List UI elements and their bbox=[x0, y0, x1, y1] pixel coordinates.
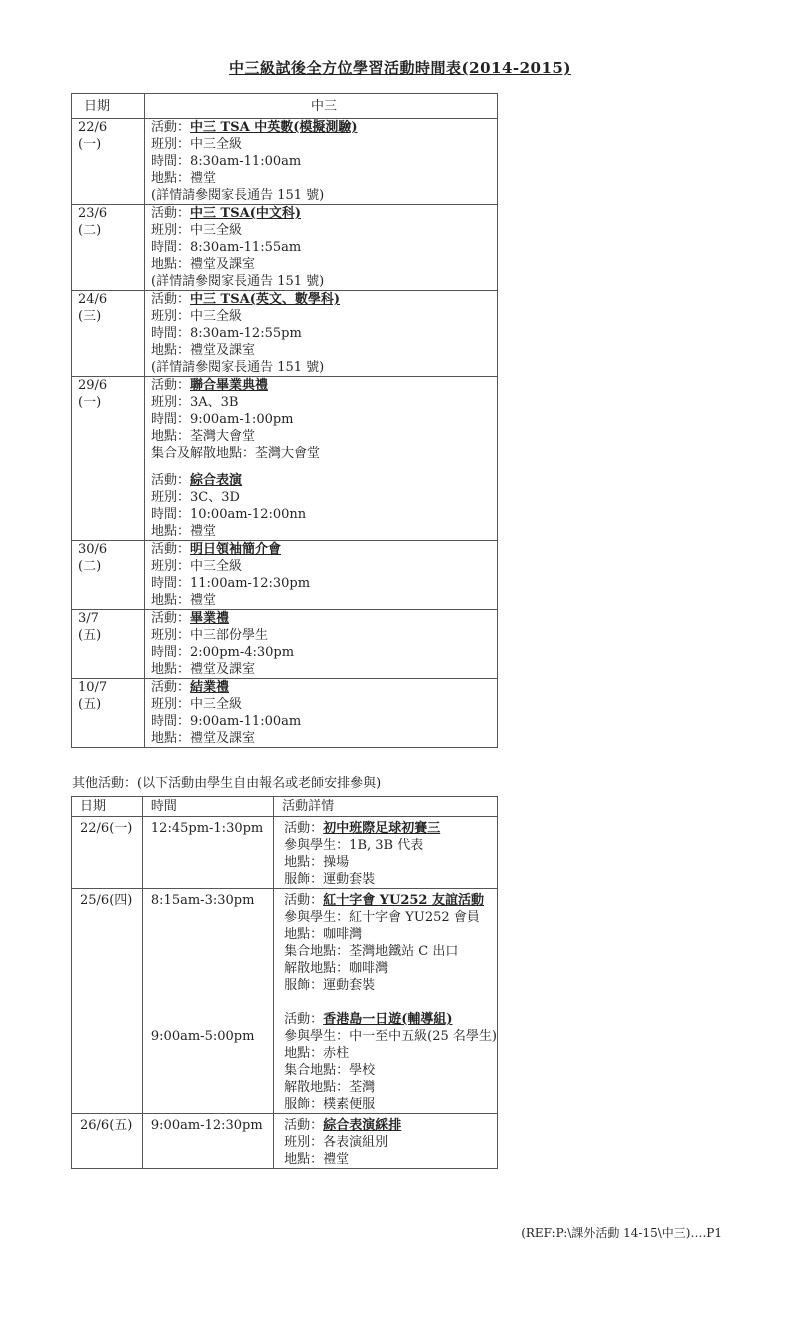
page-reference-footer: (REF:P:\課外活動 14-15\中三)….P1 bbox=[521, 1226, 722, 1240]
header-date: 日期 bbox=[72, 94, 145, 119]
activity-detail: 地點：禮堂 bbox=[151, 524, 217, 539]
activity-name: 中三 TSA(中文科) bbox=[190, 206, 301, 221]
activity-label: 活動： bbox=[151, 473, 191, 488]
activity-detail: 服飾：運動套裝 bbox=[284, 978, 376, 993]
activity-detail: 班別：中三全級 bbox=[151, 309, 243, 324]
time: 8:15am-3:30pm bbox=[150, 893, 255, 908]
activity-title-line bbox=[151, 610, 497, 627]
time: 9:00am-12:30pm bbox=[150, 1118, 263, 1133]
date: 23/6 bbox=[78, 206, 108, 221]
activity-note: (詳情請參閱家長通告 151 號) bbox=[151, 274, 325, 289]
weekday: (一) bbox=[78, 137, 102, 152]
activity-detail: 時間：11:00am-12:30pm bbox=[151, 576, 311, 591]
activity-title-line bbox=[151, 377, 497, 394]
activity-label: 活動： bbox=[151, 542, 191, 557]
activity-name: 聯合畢業典禮 bbox=[190, 378, 269, 393]
date-cell bbox=[72, 377, 145, 541]
weekday: (二) bbox=[78, 223, 102, 238]
other-activities-heading: 其他活動：(以下活動由學生自由報名或老師安排參與) bbox=[72, 776, 382, 791]
activity-detail: 參與學生：1B, 3B 代表 bbox=[284, 838, 424, 853]
schedule-row bbox=[72, 119, 498, 205]
date-cell bbox=[72, 291, 145, 377]
header-date: 日期 bbox=[72, 797, 143, 817]
activity-detail: 地點：禮堂 bbox=[284, 1152, 350, 1167]
time-cell bbox=[142, 889, 273, 1114]
activity-label: 活動： bbox=[151, 378, 191, 393]
activity-title-line bbox=[151, 541, 497, 558]
activity-detail: 時間：10:00am-12:00nn bbox=[151, 507, 307, 522]
date: 22/6 bbox=[78, 120, 108, 135]
activity-detail: 地點：荃灣大會堂 bbox=[151, 429, 256, 444]
spacer bbox=[151, 909, 273, 1028]
activity-name: 綜合表演綵排 bbox=[323, 1118, 402, 1133]
activity-detail: 服飾：運動套裝 bbox=[284, 872, 376, 887]
activity-detail: 班別：中三部份學生 bbox=[151, 628, 269, 643]
activity-label: 活動： bbox=[151, 206, 191, 221]
spacer bbox=[151, 462, 497, 472]
activity-label: 活動： bbox=[284, 1118, 324, 1133]
activity-detail: 地點：咖啡灣 bbox=[284, 927, 363, 942]
date-cell bbox=[72, 679, 145, 748]
activity-name: 結業禮 bbox=[190, 680, 230, 695]
spacer bbox=[284, 994, 497, 1011]
activity-detail: 參與學生：紅十字會 YU252 會員 bbox=[284, 910, 480, 925]
header-details: 活動詳情 bbox=[274, 797, 498, 817]
activity-detail: 班別：中三全級 bbox=[151, 559, 243, 574]
activity-label: 活動： bbox=[151, 680, 191, 695]
activity-detail: 地點：禮堂及課室 bbox=[151, 343, 256, 358]
details-cell bbox=[274, 889, 498, 1114]
activity-detail: 服飾：樸素便服 bbox=[284, 1097, 376, 1112]
activity-title-line bbox=[284, 892, 497, 909]
activity-cell bbox=[145, 377, 498, 541]
activity-title-line bbox=[151, 291, 497, 308]
other-activities-header bbox=[72, 797, 498, 817]
schedule-row bbox=[72, 377, 498, 541]
activity-detail: 地點：禮堂 bbox=[151, 171, 217, 186]
other-activity-row bbox=[72, 817, 498, 889]
activity-label: 活動： bbox=[151, 611, 191, 626]
activity-detail: 時間：8:30am-11:55am bbox=[151, 240, 302, 255]
activity-detail: 參與學生：中一至中五級(25 名學生) bbox=[284, 1029, 497, 1044]
activity-detail: 地點：禮堂及課室 bbox=[151, 662, 256, 677]
details-cell bbox=[274, 1114, 498, 1169]
main-schedule-table bbox=[71, 93, 498, 748]
activity-detail: 集合及解散地點：荃灣大會堂 bbox=[151, 446, 321, 461]
date-cell: 22/6(一) bbox=[72, 817, 143, 889]
page-title: 中三級試後全方位學習活動時間表(2014-2015) bbox=[229, 59, 571, 77]
date: 24/6 bbox=[78, 292, 108, 307]
activity-label: 活動： bbox=[151, 120, 191, 135]
schedule-row bbox=[72, 541, 498, 610]
date: 10/7 bbox=[78, 680, 108, 695]
schedule-row bbox=[72, 610, 498, 679]
activity-name: 明日領袖簡介會 bbox=[190, 542, 282, 557]
activity-title-line bbox=[284, 820, 497, 837]
activity-detail: 解散地點：荃灣 bbox=[284, 1080, 376, 1095]
activity-detail: 班別：中三全級 bbox=[151, 137, 243, 152]
activity-cell bbox=[145, 679, 498, 748]
activity-cell bbox=[145, 119, 498, 205]
activity-cell bbox=[145, 291, 498, 377]
date-cell bbox=[72, 541, 145, 610]
activity-detail: 時間：9:00am-1:00pm bbox=[151, 412, 294, 427]
date: 30/6 bbox=[78, 542, 108, 557]
schedule-row bbox=[72, 679, 498, 748]
date-cell: 26/6(五) bbox=[72, 1114, 143, 1169]
activity-name: 初中班際足球初賽三 bbox=[323, 821, 441, 836]
weekday: (五) bbox=[78, 697, 102, 712]
activity-detail: 地點：禮堂及課室 bbox=[151, 257, 256, 272]
other-activity-row bbox=[72, 889, 498, 1114]
date: 3/7 bbox=[78, 611, 99, 626]
weekday: (二) bbox=[78, 559, 102, 574]
activity-detail: 地點：禮堂及課室 bbox=[151, 731, 256, 746]
other-activity-row bbox=[72, 1114, 498, 1169]
activity-title-line bbox=[151, 679, 497, 696]
activity-title-line bbox=[284, 1117, 497, 1134]
date-cell bbox=[72, 205, 145, 291]
activity-name: 香港島一日遊(輔導組) bbox=[323, 1012, 453, 1027]
activity-detail: 時間：2:00pm-4:30pm bbox=[151, 645, 295, 660]
activity-detail: 班別：3C、3D bbox=[151, 490, 240, 505]
activity-detail: 班別：中三全級 bbox=[151, 223, 243, 238]
activity-cell bbox=[145, 205, 498, 291]
time: 12:45pm-1:30pm bbox=[150, 821, 264, 836]
details-cell bbox=[274, 817, 498, 889]
activity-label: 活動： bbox=[284, 821, 324, 836]
activity-detail: 集合地點：學校 bbox=[284, 1063, 376, 1078]
activity-note: (詳情請參閱家長通告 151 號) bbox=[151, 360, 325, 375]
activity-detail: 時間：8:30am-11:00am bbox=[151, 154, 302, 169]
activity-title-line bbox=[151, 205, 497, 222]
main-schedule-header bbox=[72, 94, 498, 119]
activity-title-line bbox=[151, 472, 497, 489]
schedule-row bbox=[72, 205, 498, 291]
activity-name: 綜合表演 bbox=[190, 473, 243, 488]
activity-detail: 解散地點：咖啡灣 bbox=[284, 961, 389, 976]
weekday: (五) bbox=[78, 628, 102, 643]
time-cell bbox=[142, 1114, 273, 1169]
activity-label: 活動： bbox=[284, 893, 324, 908]
activity-detail: 時間：8:30am-12:55pm bbox=[151, 326, 302, 341]
header-time: 時間 bbox=[142, 797, 273, 817]
header-grade: 中三 bbox=[145, 94, 498, 119]
date-cell: 25/6(四) bbox=[72, 889, 143, 1114]
activity-note: (詳情請參閱家長通告 151 號) bbox=[151, 188, 325, 203]
activity-cell bbox=[145, 541, 498, 610]
activity-detail: 班別：3A、3B bbox=[151, 395, 239, 410]
activity-detail: 集合地點：荃灣地鐵站 C 出口 bbox=[284, 944, 459, 959]
activity-name: 畢業禮 bbox=[190, 611, 230, 626]
activity-label: 活動： bbox=[284, 1012, 324, 1027]
activity-detail: 時間：9:00am-11:00am bbox=[151, 714, 302, 729]
date: 29/6 bbox=[78, 378, 108, 393]
weekday: (一) bbox=[78, 395, 102, 410]
time-cell bbox=[142, 817, 273, 889]
activity-detail: 地點：赤柱 bbox=[284, 1046, 350, 1061]
schedule-row bbox=[72, 291, 498, 377]
other-activities-table bbox=[71, 796, 498, 1169]
activity-detail: 班別：中三全級 bbox=[151, 697, 243, 712]
weekday: (三) bbox=[78, 309, 102, 324]
activity-detail: 地點：禮堂 bbox=[151, 593, 217, 608]
activity-cell bbox=[145, 610, 498, 679]
activity-title-line bbox=[284, 1011, 497, 1028]
activity-label: 活動： bbox=[151, 292, 191, 307]
date-cell bbox=[72, 610, 145, 679]
time: 9:00am-5:00pm bbox=[150, 1029, 255, 1044]
activity-name: 中三 TSA 中英數(模擬測驗) bbox=[190, 120, 358, 135]
date-cell bbox=[72, 119, 145, 205]
activity-detail: 班別：各表演組別 bbox=[284, 1135, 389, 1150]
activity-name: 紅十字會 YU252 友誼活動 bbox=[323, 893, 484, 908]
activity-title-line bbox=[151, 119, 497, 136]
activity-detail: 地點：操場 bbox=[284, 855, 350, 870]
activity-name: 中三 TSA(英文、數學科) bbox=[190, 292, 340, 307]
